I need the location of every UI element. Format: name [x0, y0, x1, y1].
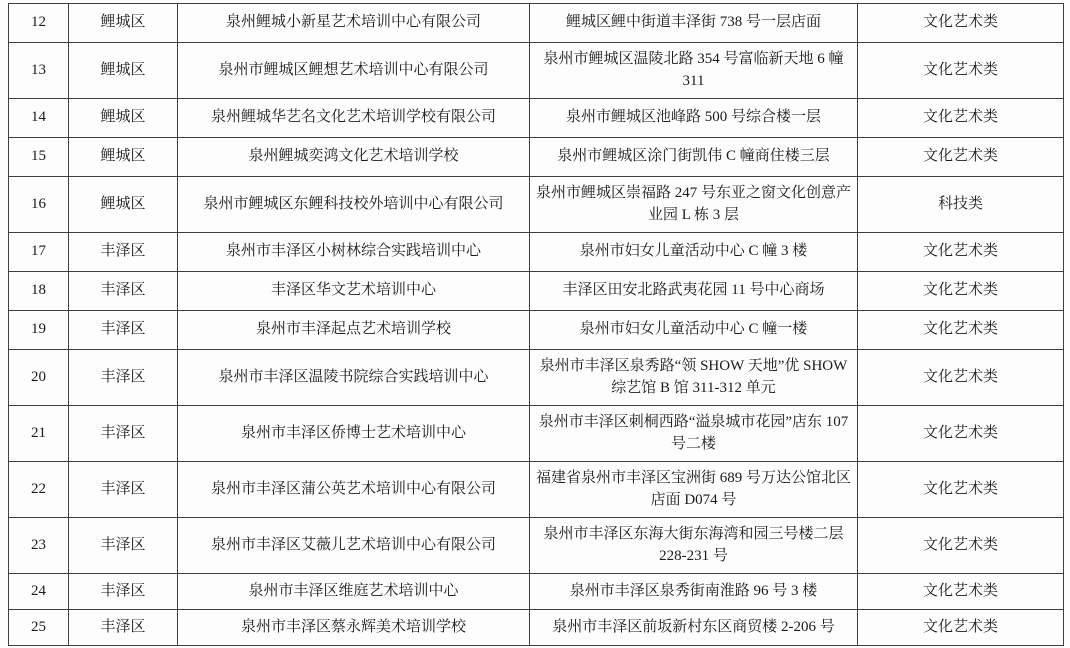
cell-district: 丰泽区: [69, 518, 178, 574]
cell-district: 丰泽区: [69, 350, 178, 406]
cell-institution-name: 泉州市丰泽区艾薇儿艺术培训中心有限公司: [178, 518, 530, 574]
cell-row-number: 13: [9, 43, 69, 99]
cell-category: 文化艺术类: [858, 311, 1064, 350]
cell-address: 泉州市丰泽区前坂新村东区商贸楼 2-206 号: [530, 610, 858, 646]
cell-institution-name: 丰泽区华文艺术培训中心: [178, 272, 530, 311]
cell-category: 文化艺术类: [858, 233, 1064, 272]
cell-district: 丰泽区: [69, 462, 178, 518]
cell-category: 文化艺术类: [858, 99, 1064, 138]
cell-row-number: 24: [9, 574, 69, 610]
cell-institution-name: 泉州市丰泽区蔡永辉美术培训学校: [178, 610, 530, 646]
cell-address: 泉州市鲤城区崇福路 247 号东亚之窗文化创意产业园 L 栋 3 层: [530, 177, 858, 233]
table-row: [9, 311, 1064, 350]
cell-institution-name: 泉州市丰泽起点艺术培训学校: [178, 311, 530, 350]
cell-row-number: 18: [9, 272, 69, 311]
cell-row-number: 16: [9, 177, 69, 233]
cell-category: 文化艺术类: [858, 574, 1064, 610]
cell-institution-name: 泉州鲤城奕鸿文化艺术培训学校: [178, 138, 530, 177]
table-row: [9, 610, 1064, 646]
cell-institution-name: 泉州市鲤城区东鲤科技校外培训中心有限公司: [178, 177, 530, 233]
cell-row-number: 21: [9, 406, 69, 462]
cell-row-number: 22: [9, 462, 69, 518]
table-row: [9, 43, 1064, 99]
cell-district: 丰泽区: [69, 233, 178, 272]
table-row: [9, 138, 1064, 177]
cell-district: 鲤城区: [69, 43, 178, 99]
table-row: [9, 462, 1064, 518]
cell-district: 丰泽区: [69, 311, 178, 350]
cell-district: 鲤城区: [69, 4, 178, 43]
cell-address: 丰泽区田安北路武夷花园 11 号中心商场: [530, 272, 858, 311]
cell-district: 鲤城区: [69, 99, 178, 138]
cell-row-number: 23: [9, 518, 69, 574]
table-row: [9, 233, 1064, 272]
table-row: [9, 4, 1064, 43]
cell-institution-name: 泉州市丰泽区温陵书院综合实践培训中心: [178, 350, 530, 406]
cell-row-number: 15: [9, 138, 69, 177]
cell-category: 文化艺术类: [858, 610, 1064, 646]
cell-category: 文化艺术类: [858, 350, 1064, 406]
cell-institution-name: 泉州鲤城华艺名文化艺术培训学校有限公司: [178, 99, 530, 138]
cell-institution-name: 泉州市丰泽区维庭艺术培训中心: [178, 574, 530, 610]
cell-address: 泉州市妇女儿童活动中心 C 幢一楼: [530, 311, 858, 350]
cell-row-number: 17: [9, 233, 69, 272]
cell-address: 泉州市丰泽区泉秀路“领 SHOW 天地”优 SHOW 综艺馆 B 馆 311-312 单元: [530, 350, 858, 406]
table-row: [9, 406, 1064, 462]
cell-institution-name: 泉州市丰泽区小树林综合实践培训中心: [178, 233, 530, 272]
cell-row-number: 19: [9, 311, 69, 350]
cell-district: 丰泽区: [69, 406, 178, 462]
table-row: [9, 518, 1064, 574]
cell-row-number: 12: [9, 4, 69, 43]
cell-institution-name: 泉州市丰泽区侨博士艺术培训中心: [178, 406, 530, 462]
cell-address: 泉州市丰泽区泉秀街南淮路 96 号 3 楼: [530, 574, 858, 610]
cell-category: 文化艺术类: [858, 272, 1064, 311]
cell-row-number: 20: [9, 350, 69, 406]
table-row: [9, 574, 1064, 610]
cell-address: 鲤城区鲤中街道丰泽街 738 号一层店面: [530, 4, 858, 43]
table-row: [9, 350, 1064, 406]
cell-district: 鲤城区: [69, 138, 178, 177]
cell-address: 泉州市妇女儿童活动中心 C 幢 3 楼: [530, 233, 858, 272]
cell-institution-name: 泉州鲤城小新星艺术培训中心有限公司: [178, 4, 530, 43]
cell-row-number: 14: [9, 99, 69, 138]
table-row: [9, 272, 1064, 311]
cell-category: 文化艺术类: [858, 138, 1064, 177]
table-row: [9, 99, 1064, 138]
cell-category: 文化艺术类: [858, 43, 1064, 99]
cell-district: 丰泽区: [69, 272, 178, 311]
cell-institution-name: 泉州市鲤城区鲤想艺术培训中心有限公司: [178, 43, 530, 99]
cell-address: 福建省泉州市丰泽区宝洲街 689 号万达公馆北区店面 D074 号: [530, 462, 858, 518]
cell-district: 鲤城区: [69, 177, 178, 233]
cell-category: 文化艺术类: [858, 406, 1064, 462]
cell-institution-name: 泉州市丰泽区蒲公英艺术培训中心有限公司: [178, 462, 530, 518]
training-centers-table: [8, 3, 1064, 646]
cell-category: 文化艺术类: [858, 518, 1064, 574]
cell-address: 泉州市鲤城区池峰路 500 号综合楼一层: [530, 99, 858, 138]
table-row: [9, 177, 1064, 233]
table-body: [9, 4, 1064, 646]
cell-category: 文化艺术类: [858, 4, 1064, 43]
cell-district: 丰泽区: [69, 574, 178, 610]
cell-address: 泉州市鲤城区涂门街凯伟 C 幢商住楼三层: [530, 138, 858, 177]
cell-address: 泉州市鲤城区温陵北路 354 号富临新天地 6 幢 311: [530, 43, 858, 99]
cell-address: 泉州市丰泽区东海大街东海湾和园三号楼二层 228-231 号: [530, 518, 858, 574]
cell-address: 泉州市丰泽区刺桐西路“溢泉城市花园”店东 107 号二楼: [530, 406, 858, 462]
cell-category: 文化艺术类: [858, 462, 1064, 518]
cell-category: 科技类: [858, 177, 1064, 233]
cell-row-number: 25: [9, 610, 69, 646]
cell-district: 丰泽区: [69, 610, 178, 646]
